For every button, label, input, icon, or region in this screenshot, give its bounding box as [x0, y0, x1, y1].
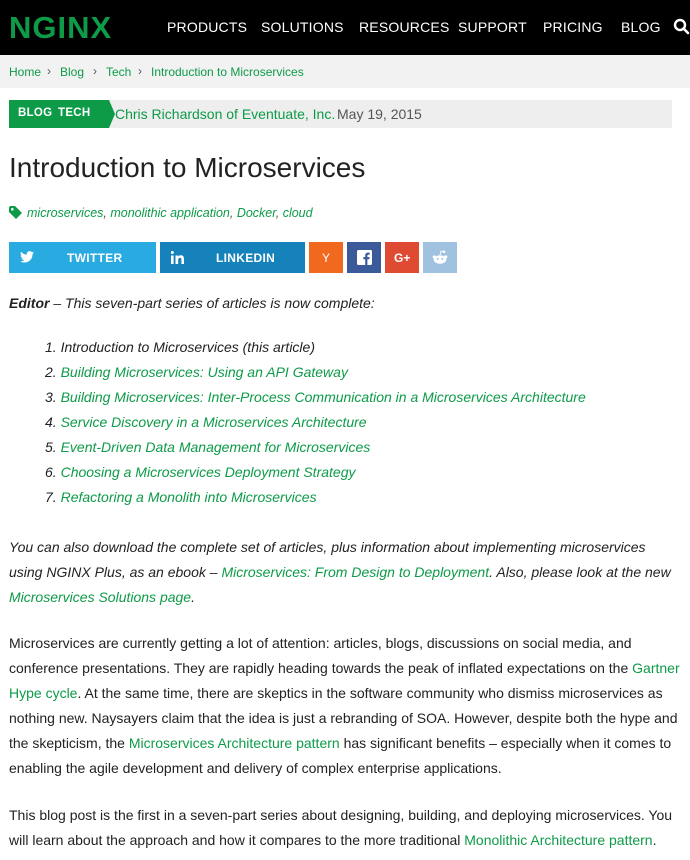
reddit-icon [432, 250, 448, 265]
tag-cloud[interactable]: cloud [282, 206, 313, 220]
share-linkedin-button[interactable] [160, 242, 305, 273]
list-item: 4. Service Discovery in a Microservices Architecture [45, 414, 367, 430]
nav-pricing[interactable]: PRICING [543, 19, 603, 35]
post-meta-bar [9, 100, 672, 128]
breadcrumb-tech[interactable]: Tech [106, 65, 132, 79]
series-link-service-discovery[interactable]: Service Discovery in a Microservices Architecture [60, 414, 367, 430]
breadcrumb-separator: › [138, 64, 142, 78]
microservices-pattern-link[interactable]: Microservices Architecture pattern [128, 735, 340, 751]
share-google-plus-button[interactable] [385, 242, 419, 273]
series-link-deployment[interactable]: Choosing a Microservices Deployment Strategy [60, 464, 356, 480]
solutions-page-link[interactable]: Microservices Solutions page [9, 589, 192, 605]
google-plus-icon [394, 252, 411, 263]
category-blog[interactable]: BLOG [18, 107, 53, 119]
category-badge [9, 100, 109, 128]
hackernews-icon: Y [322, 251, 331, 265]
gartner-hype-link[interactable]: Gartner Hype cycle [9, 660, 680, 701]
page-title: Introduction to Microservices [9, 152, 366, 183]
share-facebook-button[interactable] [347, 242, 381, 273]
twitter-icon [20, 251, 34, 263]
post-author[interactable]: Chris Richardson of Eventuate, Inc. [115, 106, 336, 122]
nav-blog[interactable]: BLOG [621, 19, 661, 35]
nginx-logo[interactable] [9, 11, 135, 43]
tag-monolithic-application[interactable]: monolithic application [110, 206, 230, 220]
ebook-link[interactable]: Microservices: From Design to Deployment [221, 564, 490, 580]
share-hackernews-button[interactable] [309, 242, 343, 273]
nav-support[interactable]: SUPPORT [458, 19, 527, 35]
breadcrumb [0, 55, 690, 88]
series-item-current: Introduction to Microservices (this article) [60, 339, 315, 355]
linkedin-icon [171, 251, 184, 264]
list-item: 1. Introduction to Microservices (this article) [45, 339, 315, 355]
nav-products[interactable]: PRODUCTS [167, 19, 248, 35]
series-link-ipc[interactable]: Building Microservices: Inter-Process Communication in a Microservices Architecture [60, 389, 586, 405]
tag-list: microservices, monolithic application, Docker, cloud [27, 206, 313, 220]
twitter-label: TWITTER [67, 251, 123, 265]
svg-text:G+: G+ [394, 252, 411, 263]
list-item: 6. Choosing a Microservices Deployment Strategy [45, 464, 356, 480]
series-link-event-driven[interactable]: Event-Driven Data Management for Microservices [60, 439, 371, 455]
editor-note-text: – This seven-part series of articles is now complete: [49, 295, 375, 311]
search-icon[interactable] [673, 17, 690, 37]
list-item: 2. Building Microservices: Using an API Gateway [45, 364, 348, 380]
monolithic-pattern-link[interactable]: Monolithic Architecture pattern [464, 832, 653, 848]
share-reddit-button[interactable] [423, 242, 457, 273]
facebook-icon [357, 250, 372, 265]
intro-paragraph: Microservices are currently getting a lot of attention: articles, blogs, discussions on social media, and conference presentations. They are rapidly heading towards the peak of inflated expectations on the Gartner Hype cycle. At the same time, there are skeptics in the software community who dismiss microservices as nothing new. Naysayers claim that the idea is just a rebranding of SOA. However, despite both the hype and the skepticism, the Microservices Architecture pattern has significant benefits – especially when it comes to enabling the agile development and delivery of complex enterprise applications. [9, 635, 680, 776]
logo-text: NGINX [9, 11, 113, 43]
list-item: 7. Refactoring a Monolith into Microservices [45, 489, 317, 505]
series-link-refactoring[interactable]: Refactoring a Monolith into Microservices [60, 489, 317, 505]
share-twitter-button[interactable] [9, 242, 156, 273]
list-item: 5. Event-Driven Data Management for Microservices [45, 439, 371, 455]
category-tech[interactable]: TECH [58, 107, 91, 119]
top-nav-bar [0, 0, 690, 55]
editor-note [9, 291, 681, 316]
editor-label: Editor [9, 295, 50, 311]
series-link-api-gateway[interactable]: Building Microservices: Using an API Gateway [60, 364, 348, 380]
tag-microservices[interactable]: microservices [27, 206, 104, 220]
tag-docker[interactable]: Docker [236, 206, 276, 220]
series-paragraph: This blog post is the first in a seven-part series about designing, building, and deploying microservices. You will learn about the approach and how it compares to the more traditional Monolithic Architecture pattern. [9, 807, 673, 848]
list-item: 3. Building Microservices: Inter-Process Communication in a Microservices Architecture [45, 389, 586, 405]
breadcrumb-home[interactable]: Home [9, 65, 42, 79]
breadcrumb-blog[interactable]: Blog [60, 65, 85, 79]
post-date: May 19, 2015 [337, 106, 422, 122]
breadcrumb-separator: › [93, 64, 97, 78]
breadcrumb-separator: › [47, 64, 51, 78]
linkedin-label: LINKEDIN [216, 251, 276, 265]
breadcrumb-current[interactable]: Introduction to Microservices [151, 65, 304, 79]
nav-resources[interactable]: RESOURCES [359, 19, 450, 35]
tag-icon [9, 206, 22, 219]
ebook-paragraph: You can also download the complete set of articles, plus information about implementing microservices using NGINX Plus, as an ebook – Microservices: From Design to Deployment. Also, please look at the new Microservices Solutions page. [9, 539, 671, 605]
nav-solutions[interactable]: SOLUTIONS [261, 19, 344, 35]
